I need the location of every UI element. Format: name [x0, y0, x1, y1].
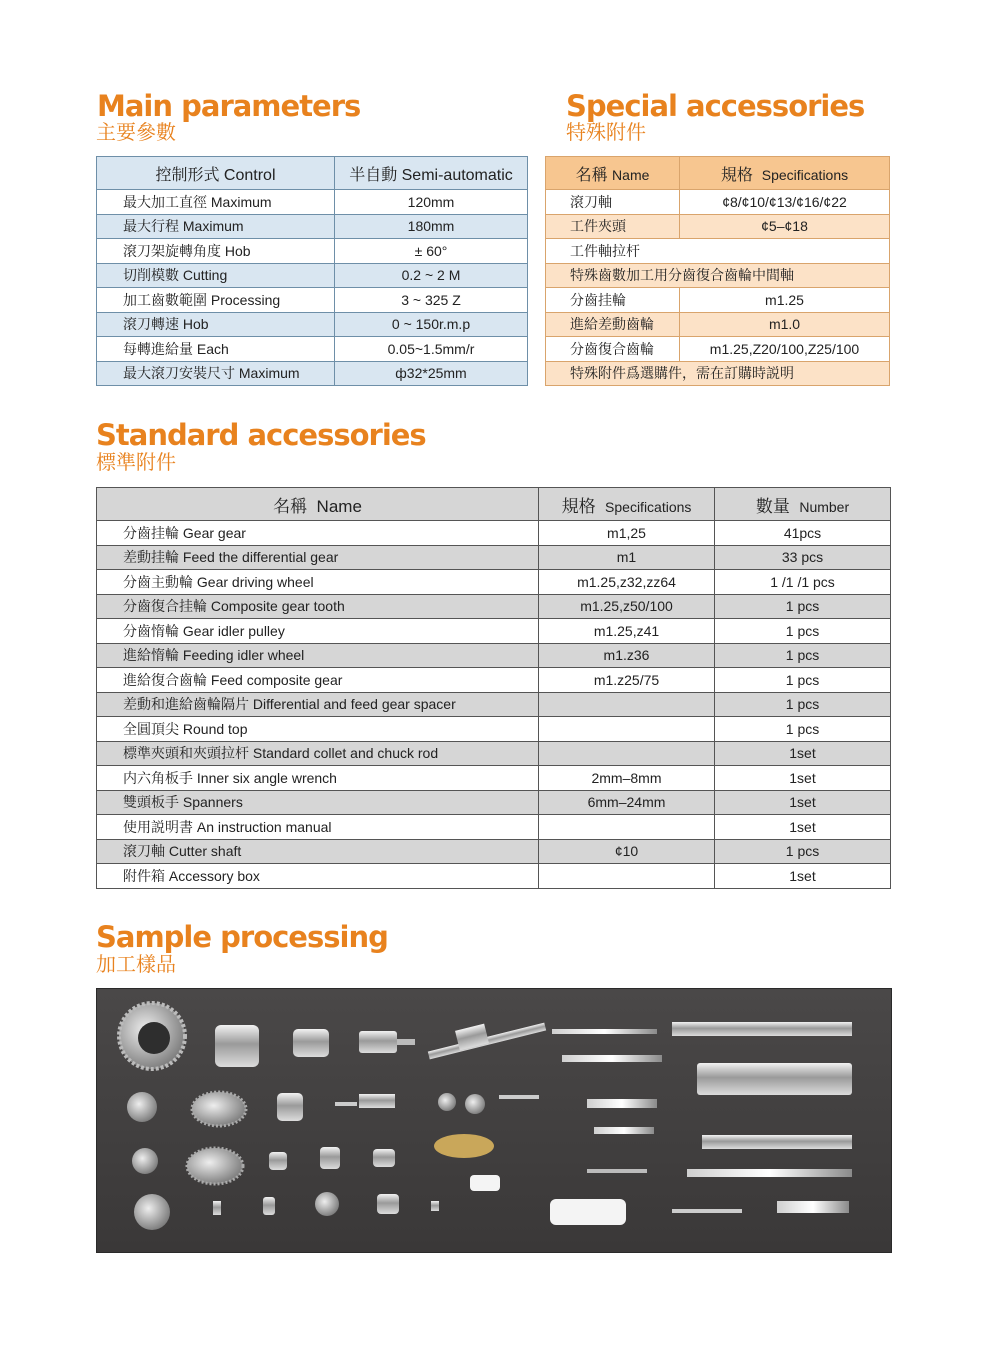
- item-spec: m1.z25/75: [539, 668, 715, 693]
- param-label: 每轉進給量 Each: [97, 337, 335, 362]
- header-num-zh: 數量: [755, 496, 790, 516]
- table-row: [97, 214, 528, 239]
- param-label: 切削模數 Cutting: [97, 263, 335, 288]
- item-spec: [539, 741, 715, 766]
- item-spec: m1,25: [539, 521, 715, 546]
- table-row: [97, 864, 891, 889]
- item-number: 1set: [715, 864, 891, 889]
- spur-gear: [192, 1092, 246, 1126]
- param-value: 120mm: [335, 190, 528, 215]
- small-gear: [465, 1094, 485, 1114]
- param-label: 最大行程 Maximum: [97, 214, 335, 239]
- table-row: [97, 312, 528, 337]
- table-row: [97, 668, 891, 693]
- item-name: 分齒惰輪 Gear idler pulley: [97, 619, 539, 644]
- param-label: 加工齒數範圍 Processing: [97, 288, 335, 313]
- standard-accessories-subtitle: 標準附件: [96, 450, 176, 474]
- item-name: 進給差動齒輪: [546, 312, 680, 337]
- item-number: 1set: [715, 815, 891, 840]
- item-name: 全圓頂尖 Round top: [97, 717, 539, 742]
- param-value: ± 60°: [335, 239, 528, 264]
- header-cell: [680, 157, 890, 190]
- item-name: 進給復合齒輪 Feed composite gear: [97, 668, 539, 693]
- splined-shaft: [562, 1055, 662, 1062]
- item-spec: ¢8/¢10/¢13/¢16/¢22: [680, 190, 890, 215]
- item-name: 標準夾頭和夾頭拉杆 Standard collet and chuck rod: [97, 741, 539, 766]
- table-row: [97, 570, 891, 595]
- spline-shaft-large: [672, 1022, 852, 1036]
- table-row: [546, 361, 890, 386]
- gear-parts-illustration: [97, 989, 891, 1252]
- main-parameters-subtitle: 主要參數: [96, 120, 176, 144]
- worm-gear: [215, 1025, 259, 1067]
- item-spec: m1.z36: [539, 643, 715, 668]
- table-row: [97, 545, 891, 570]
- item-spec: m1.25: [680, 288, 890, 313]
- footnote: 特殊附件爲選購件，需在訂購時説明: [546, 361, 890, 386]
- spur-gear: [187, 1148, 243, 1184]
- item-number: 1set: [715, 741, 891, 766]
- table-row: [97, 643, 891, 668]
- item-name: 分齒挂輪: [546, 288, 680, 313]
- item-number: 1 pcs: [715, 717, 891, 742]
- table-row: [97, 594, 891, 619]
- item-name: 分齒主動輪 Gear driving wheel: [97, 570, 539, 595]
- table-row: [97, 741, 891, 766]
- worm-gear-small: [293, 1029, 329, 1057]
- table-header: [546, 157, 890, 190]
- nut: [269, 1152, 287, 1170]
- cutter-shaft: [702, 1135, 852, 1149]
- header-name-en: Name: [316, 496, 362, 516]
- helical-gear: [277, 1093, 303, 1121]
- item-name: 差動和進給齒輪隔片 Differential and feed gear spacer: [97, 692, 539, 717]
- header-cell: 半自動 Semi-automatic: [335, 157, 528, 190]
- small-spur-gear: [315, 1192, 339, 1216]
- item-spec: 6mm–24mm: [539, 790, 715, 815]
- brass-gear: [434, 1134, 494, 1158]
- param-label: 最大加工直徑 Maximum: [97, 190, 335, 215]
- sample-processing-subtitle: 加工樣品: [96, 952, 176, 976]
- helical-gear: [377, 1194, 399, 1214]
- item-number: 1 /1 /1 pcs: [715, 570, 891, 595]
- item-spec: m1.25,z50/100: [539, 594, 715, 619]
- item-name: 工件夾頭: [546, 214, 680, 239]
- drill: [499, 1095, 539, 1099]
- header-name-en: Name: [612, 166, 650, 183]
- table-row: [97, 337, 528, 362]
- item-number: 33 pcs: [715, 545, 891, 570]
- item-spec: m1.0: [680, 312, 890, 337]
- item-number: 1 pcs: [715, 668, 891, 693]
- item-name: 特殊齒數加工用分齒復合齒輪中間軸: [546, 263, 890, 288]
- bevel-gear: [127, 1092, 157, 1122]
- shaft-gear: [455, 1024, 489, 1051]
- item-name: 分齒復合齒輪: [546, 337, 680, 362]
- header-spec-zh: 規格: [561, 496, 596, 516]
- item-name: 工件軸拉杆: [546, 239, 680, 264]
- item-name: 分齒挂輪 Gear gear: [97, 521, 539, 546]
- header-spec-en: Specifications: [605, 498, 692, 515]
- sample-processing-title: Sample processing: [96, 920, 388, 954]
- shaft: [397, 1039, 415, 1045]
- main-parameters-table: [96, 156, 528, 386]
- table-row: [546, 263, 890, 288]
- standard-accessories-table: [96, 487, 891, 889]
- nut: [431, 1201, 439, 1211]
- item-name: 使用説明書 An instruction manual: [97, 815, 539, 840]
- gear-shaft: [359, 1094, 395, 1108]
- sample-parts-photo: [96, 988, 892, 1253]
- worm-shaft: [587, 1099, 657, 1108]
- item-number: 1set: [715, 766, 891, 791]
- param-value: 0.2 ~ 2 M: [335, 263, 528, 288]
- plastic-gear: [470, 1175, 500, 1191]
- main-parameters-title: Main parameters: [97, 89, 361, 123]
- thin-shaft: [552, 1029, 657, 1034]
- param-label: 滾刀架旋轉角度 Hob: [97, 239, 335, 264]
- threaded-rod: [594, 1127, 654, 1134]
- large-gear: [119, 1003, 185, 1069]
- table-row: [97, 717, 891, 742]
- table-row: [97, 239, 528, 264]
- item-spec: [539, 717, 715, 742]
- pin: [335, 1102, 357, 1106]
- item-name: 差動挂輪 Feed the differential gear: [97, 545, 539, 570]
- special-accessories-subtitle: 特殊附件: [566, 120, 646, 144]
- header-name-zh: 名稱: [273, 496, 308, 516]
- param-value: 0 ~ 150r.m.p: [335, 312, 528, 337]
- param-value: ф32*25mm: [335, 361, 528, 386]
- item-number: 41pcs: [715, 521, 891, 546]
- param-value: 180mm: [335, 214, 528, 239]
- table-row: [546, 190, 890, 215]
- pinion-gear: [359, 1031, 397, 1053]
- table-row: [97, 839, 891, 864]
- helical-bevel-gear: [134, 1194, 170, 1230]
- header-num-en: Number: [799, 498, 850, 515]
- item-spec: m1: [539, 545, 715, 570]
- header-cell: 控制形式 Control: [97, 157, 335, 190]
- item-spec: [539, 864, 715, 889]
- header-cell: [539, 488, 715, 521]
- table-row: [546, 214, 890, 239]
- item-spec: m1.25,z32,zz64: [539, 570, 715, 595]
- table-row: [97, 790, 891, 815]
- table-row: [97, 361, 528, 386]
- item-number: 1 pcs: [715, 594, 891, 619]
- param-value: 0.05~1.5mm/r: [335, 337, 528, 362]
- bevel-gear: [132, 1148, 158, 1174]
- item-name: 滾刀軸: [546, 190, 680, 215]
- item-number: 1 pcs: [715, 619, 891, 644]
- helical-gear: [320, 1147, 340, 1169]
- pin-rod: [672, 1209, 742, 1213]
- item-number: 1 pcs: [715, 692, 891, 717]
- param-value: 3 ~ 325 Z: [335, 288, 528, 313]
- splined-rod: [687, 1169, 852, 1177]
- hollow-spline-shaft: [697, 1063, 852, 1095]
- header-spec-en: Specifications: [761, 166, 849, 183]
- item-spec: ¢5–¢18: [680, 214, 890, 239]
- item-spec: [680, 239, 890, 264]
- table-row: [546, 288, 890, 313]
- table-row: [97, 190, 528, 215]
- standard-accessories-title: Standard accessories: [96, 418, 426, 452]
- header-cell: [715, 488, 891, 521]
- pin-rod: [587, 1169, 647, 1173]
- table-row: [97, 619, 891, 644]
- header-spec-zh: 規格: [720, 166, 753, 184]
- bushing: [263, 1197, 275, 1215]
- table-header: [97, 488, 891, 521]
- item-name: 進給惰輪 Feeding idler wheel: [97, 643, 539, 668]
- item-name: 内六角板手 Inner six angle wrench: [97, 766, 539, 791]
- item-spec: m1.25,Z20/100,Z25/100: [680, 337, 890, 362]
- item-name: 滾刀軸 Cutter shaft: [97, 839, 539, 864]
- table-row: [546, 312, 890, 337]
- item-spec: 2mm–8mm: [539, 766, 715, 791]
- table-row: [546, 337, 890, 362]
- special-accessories-title: Special accessories: [566, 89, 865, 123]
- param-label: 最大滾刀安裝尺寸 Maximum: [97, 361, 335, 386]
- table-row: [97, 815, 891, 840]
- table-row: [97, 263, 528, 288]
- item-spec: ¢10: [539, 839, 715, 864]
- item-name: 分齒復合挂輪 Composite gear tooth: [97, 594, 539, 619]
- item-number: 1set: [715, 790, 891, 815]
- special-accessories-table: [545, 156, 890, 386]
- item-spec: m1.25,z41: [539, 619, 715, 644]
- item-name: 雙頭板手 Spanners: [97, 790, 539, 815]
- small-gear: [438, 1093, 456, 1111]
- item-spec: [539, 815, 715, 840]
- table-row: [97, 288, 528, 313]
- bolt: [213, 1201, 221, 1215]
- header-cell: [97, 488, 539, 521]
- item-spec: [539, 692, 715, 717]
- item-number: 1 pcs: [715, 839, 891, 864]
- small-helical-gear: [373, 1149, 395, 1167]
- header-cell: [546, 157, 680, 190]
- item-number: 1 pcs: [715, 643, 891, 668]
- table-row: [546, 239, 890, 264]
- plastic-worm: [550, 1199, 626, 1225]
- param-label: 滾刀轉速 Hob: [97, 312, 335, 337]
- table-header: [97, 157, 528, 190]
- item-name: 附件箱 Accessory box: [97, 864, 539, 889]
- table-row: [97, 692, 891, 717]
- table-row: [97, 766, 891, 791]
- header-name-zh: 名稱: [575, 166, 608, 184]
- table-row: [97, 521, 891, 546]
- small-spline: [777, 1201, 849, 1213]
